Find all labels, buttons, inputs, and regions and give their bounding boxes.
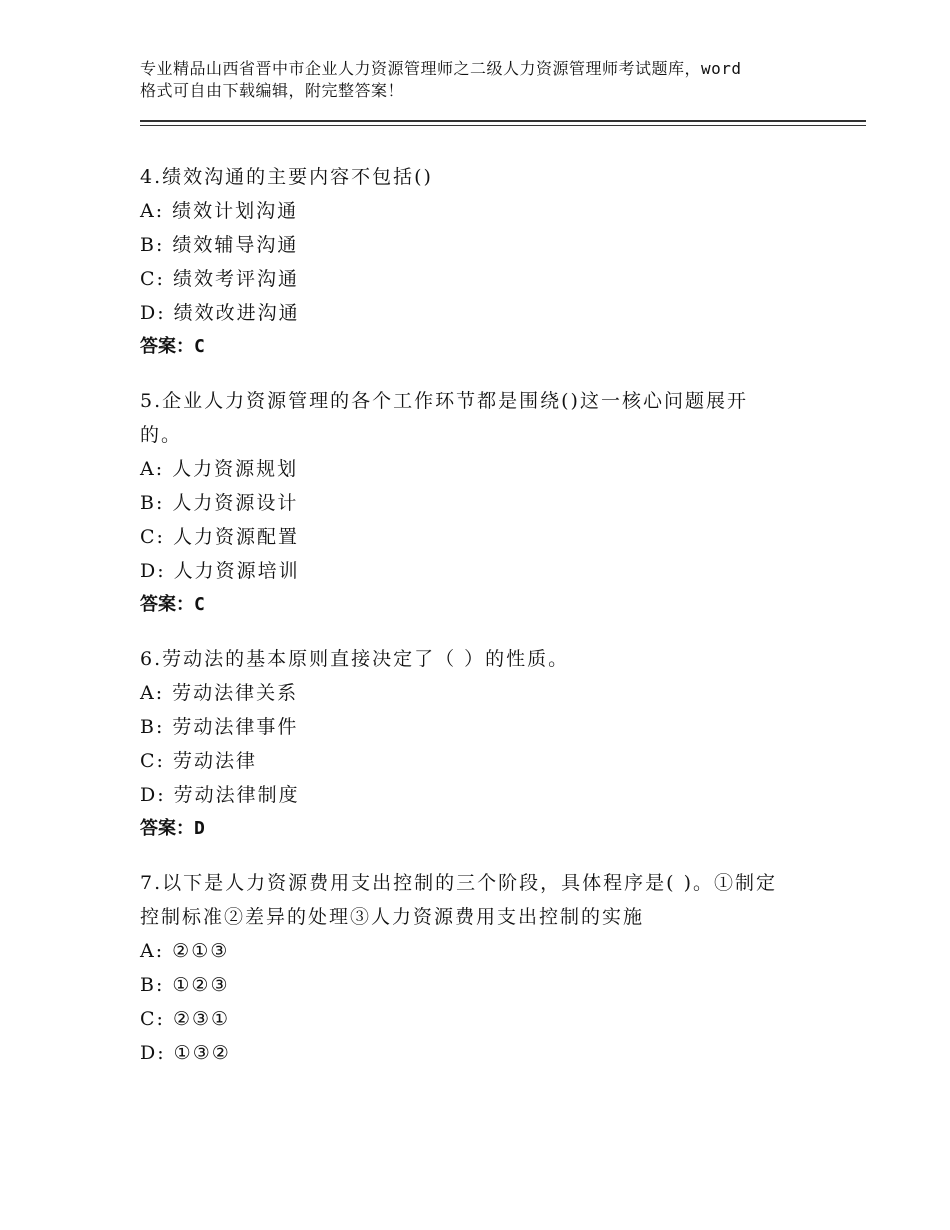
option-b: B: ①②③: [140, 974, 230, 996]
option-d: D: ①③②: [140, 1042, 231, 1064]
option-c: C: 人力资源配置: [140, 526, 299, 548]
option-c: C: ②③①: [140, 1008, 231, 1030]
question-stem: 6.劳动法的基本原则直接决定了（ ）的性质。: [140, 648, 570, 670]
question-list: [140, 160, 820, 1090]
answer-label: 答案：: [140, 818, 194, 839]
answer-label: 答案：: [140, 336, 194, 357]
answer-value: C: [194, 336, 205, 357]
question-4: [140, 160, 820, 364]
question-stem-continued: 的。: [140, 424, 183, 446]
option-a: A: 劳动法律关系: [140, 682, 299, 704]
question-stem: 5.企业人力资源管理的各个工作环节都是围绕()这一核心问题展开: [140, 390, 748, 412]
option-a: A: ②①③: [140, 940, 230, 962]
question-7: [140, 866, 820, 1070]
answer-line: [140, 588, 820, 622]
header-divider-thick: [140, 120, 866, 122]
option-d: D: 劳动法律制度: [140, 784, 300, 806]
question-5: [140, 384, 820, 622]
question-stem: 7.以下是人力资源费用支出控制的三个阶段，具体程序是( )。①制定: [140, 872, 777, 894]
answer-label: 答案：: [140, 594, 194, 615]
answer-line: [140, 330, 820, 364]
option-d: D: 人力资源培训: [140, 560, 300, 582]
option-b: B: 人力资源设计: [140, 492, 299, 514]
question-6: [140, 642, 820, 846]
option-b: B: 劳动法律事件: [140, 716, 299, 738]
option-c: C: 绩效考评沟通: [140, 268, 299, 290]
header-line-1: 专业精品山西省晋中市企业人力资源管理师之二级人力资源管理师考试题库，word: [140, 59, 742, 78]
header-divider-thin: [140, 125, 866, 126]
answer-value: D: [194, 818, 205, 839]
option-c: C: 劳动法律: [140, 750, 257, 772]
answer-value: C: [194, 594, 205, 615]
answer-line: [140, 812, 820, 846]
option-b: B: 绩效辅导沟通: [140, 234, 299, 256]
question-stem-continued: 控制标准②差异的处理③人力资源费用支出控制的实施: [140, 906, 645, 928]
option-d: D: 绩效改进沟通: [140, 302, 300, 324]
question-stem: 4.绩效沟通的主要内容不包括(): [140, 166, 433, 188]
option-a: A: 人力资源规划: [140, 458, 299, 480]
document-header: [140, 58, 830, 102]
option-a: A: 绩效计划沟通: [140, 200, 299, 222]
header-line-2: 格式可自由下载编辑，附完整答案！: [140, 81, 405, 100]
